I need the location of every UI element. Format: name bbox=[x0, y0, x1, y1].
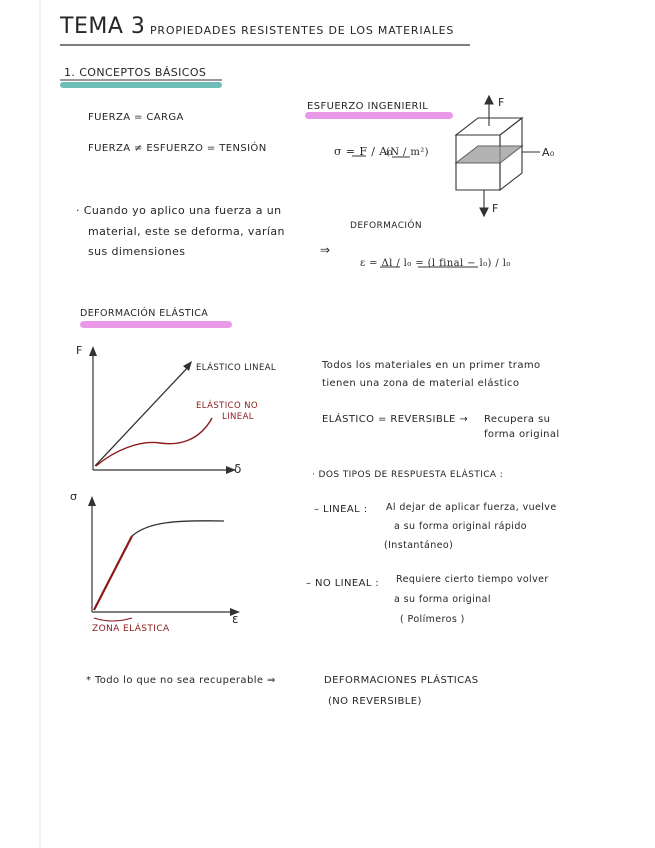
recupera-line-1: Recupera su bbox=[484, 414, 551, 425]
sigma-units: (N / m²) bbox=[386, 147, 429, 158]
esfuerzo-ingenieril-label: ESFUERZO INGENIERIL bbox=[307, 101, 429, 112]
force-label-top: F bbox=[498, 96, 505, 109]
cuando-line-1: · Cuando yo aplico una fuerza a un bbox=[76, 204, 282, 217]
elastic-zone-line bbox=[94, 536, 132, 610]
dos-tipos-heading: · DOS TIPOS DE RESPUESTA ELÁSTICA : bbox=[312, 470, 504, 480]
elastico-lineal-label: ELÁSTICO LINEAL bbox=[196, 363, 277, 373]
zona-elastica-label: ZONA ELÁSTICA bbox=[92, 624, 170, 634]
deformacion-highlight-pink bbox=[80, 321, 232, 328]
graph2-y-label: σ bbox=[70, 490, 78, 503]
nonlinear-elastic-curve bbox=[96, 418, 212, 466]
elastico-no-lineal-label-2: LINEAL bbox=[222, 412, 254, 422]
cube-diagram bbox=[456, 96, 540, 216]
sigma-formula: σ = F / A₀ bbox=[334, 145, 393, 158]
fuerza-carga-text: FUERZA = CARGA bbox=[88, 112, 184, 123]
lineal-line-2: a su forma original rápido bbox=[394, 521, 527, 532]
implies-arrow: ⇒ bbox=[320, 243, 331, 257]
fuerza-esfuerzo-text: FUERZA ≠ ESFUERZO = TENSIÓN bbox=[88, 143, 267, 154]
nolineal-line-1: Requiere cierto tiempo volver bbox=[396, 574, 549, 585]
deformacion-label: DEFORMACIÓN bbox=[350, 221, 423, 231]
force-label-bottom: F bbox=[492, 202, 499, 215]
nolineal-label: – NO LINEAL : bbox=[306, 578, 380, 589]
graph1-x-label: δ bbox=[234, 462, 242, 476]
area-label: A₀ bbox=[542, 146, 555, 159]
graph2-x-label: ε bbox=[232, 612, 239, 626]
elastico-reversible-text: ELÁSTICO = REVERSIBLE → bbox=[322, 414, 469, 425]
graph1-y-label: F bbox=[76, 344, 83, 357]
todo-recuperable-text: * Todo lo que no sea recuperable ⇒ bbox=[86, 675, 276, 686]
cuando-line-2: material, este se deforma, varían bbox=[88, 225, 285, 238]
todos-line-2: tienen una zona de material elástico bbox=[322, 378, 520, 389]
page-title-tema: TEMA 3 bbox=[60, 14, 146, 39]
heading-highlight-teal bbox=[60, 82, 222, 88]
lineal-line-3: (Instantáneo) bbox=[384, 540, 454, 551]
recupera-line-2: forma original bbox=[484, 429, 560, 440]
lineal-line-1: Al dejar de aplicar fuerza, vuelve bbox=[386, 502, 557, 513]
nolineal-line-3: ( Polímeros ) bbox=[400, 614, 465, 625]
elastico-no-lineal-label-1: ELÁSTICO NO bbox=[196, 401, 258, 411]
deformaciones-plasticas-text: DEFORMACIONES PLÁSTICAS bbox=[324, 675, 479, 686]
lineal-label: – LINEAL : bbox=[314, 504, 368, 515]
graph-stress-strain bbox=[88, 496, 240, 621]
esfuerzo-highlight-pink bbox=[305, 112, 453, 119]
nolineal-line-2: a su forma original bbox=[394, 594, 491, 605]
plastic-curve bbox=[132, 521, 224, 536]
section-heading-deformacion-elastica: DEFORMACIÓN ELÁSTICA bbox=[80, 308, 209, 319]
page-title: PROPIEDADES RESISTENTES DE LOS MATERIALES bbox=[150, 24, 455, 37]
no-reversible-text: (NO REVERSIBLE) bbox=[328, 696, 422, 707]
section-heading-conceptos: 1. CONCEPTOS BÁSICOS bbox=[64, 66, 207, 79]
linear-elastic-line bbox=[95, 365, 190, 466]
cuando-line-3: sus dimensiones bbox=[88, 245, 186, 258]
todos-line-1: Todos los materiales en un primer tramo bbox=[322, 360, 541, 371]
epsilon-formula: ε = Δl / l₀ = (l final − l₀) / l₀ bbox=[360, 258, 511, 269]
